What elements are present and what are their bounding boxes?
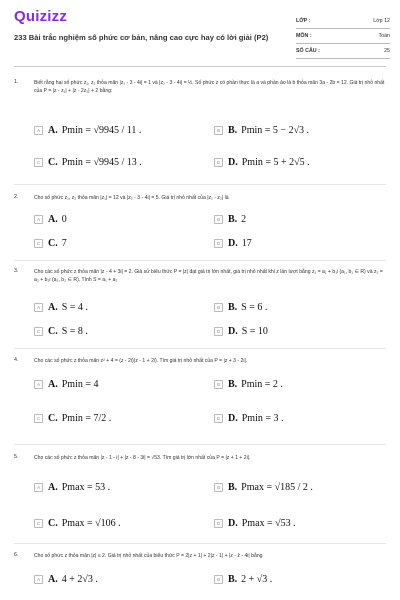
quizizz-logo: Quizizz (14, 8, 68, 25)
option-letter: B. (228, 482, 238, 493)
option-a[interactable] (34, 302, 88, 313)
meta-value: Lớp 12 (373, 18, 390, 24)
meta-row-subject (296, 29, 390, 44)
header-divider (14, 66, 386, 67)
meta-label: MÔN : (296, 33, 312, 39)
option-text: 7 (61, 238, 67, 249)
option-letter: B. (228, 214, 238, 225)
option-text: Pmin = 5 − 2√3 . (241, 125, 310, 136)
option-a[interactable] (34, 214, 67, 225)
question-separator (14, 543, 386, 544)
option-letter: D. (228, 413, 238, 424)
option-a[interactable] (34, 125, 141, 136)
option-a[interactable] (34, 574, 98, 585)
option-letter: D. (228, 518, 238, 529)
option-text: Pmin = 2 . (241, 379, 283, 390)
option-letter: D. (228, 238, 238, 249)
option-c[interactable] (34, 413, 111, 424)
option-b[interactable] (214, 214, 246, 225)
option-text: 17 (241, 238, 252, 249)
option-b[interactable] (214, 379, 283, 390)
meta-value: Toán (378, 33, 390, 39)
question-number: 3. (14, 268, 19, 274)
option-badge: B (214, 126, 223, 135)
option-text: Pmin = 7/2 . (61, 413, 112, 424)
document-header (0, 0, 400, 58)
question-separator (14, 348, 386, 349)
option-text: Pmin = 3 . (241, 413, 284, 424)
option-letter: B. (228, 125, 238, 136)
option-text: 4 + 2√3 . (61, 574, 98, 585)
option-badge: B (214, 215, 223, 224)
question-text: Cho các số phức z thỏa mãn |z - 1 - i| + |z - 8 - 3i| = √53. Tìm giá trị lớn nhất của P = |z + 1 + 2i|. (34, 455, 251, 461)
option-a[interactable] (34, 379, 99, 390)
option-letter: B. (228, 302, 238, 313)
option-text: Pmax = 53 . (61, 482, 111, 493)
option-badge: A (34, 126, 43, 135)
option-b[interactable] (214, 302, 267, 313)
option-letter: C. (48, 518, 58, 529)
option-letter: A. (48, 574, 58, 585)
option-b[interactable] (214, 482, 313, 493)
option-badge: A (34, 215, 43, 224)
option-letter: C. (48, 157, 58, 168)
question-number: 1. (14, 79, 19, 85)
option-letter: A. (48, 125, 58, 136)
option-text: Pmin = √9945 / 13 . (61, 157, 142, 168)
option-badge: B (214, 380, 223, 389)
option-letter: A. (48, 482, 58, 493)
question-separator (14, 184, 386, 185)
option-text: Pmin = 5 + 2√5 . (241, 157, 310, 168)
option-badge: D (214, 158, 223, 167)
question-number: 2. (14, 194, 19, 200)
question-separator (14, 260, 386, 261)
option-badge: A (34, 575, 43, 584)
option-d[interactable] (214, 326, 268, 337)
option-text: Pmax = √185 / 2 . (241, 482, 313, 493)
option-text: S = 10 (241, 326, 268, 337)
option-badge: B (214, 575, 223, 584)
option-text: 0 (61, 214, 67, 225)
option-letter: A. (48, 302, 58, 313)
option-badge: C (34, 519, 43, 528)
option-badge: A (34, 483, 43, 492)
option-text: Pmax = √53 . (241, 518, 296, 529)
option-badge: A (34, 380, 43, 389)
option-c[interactable] (34, 157, 142, 168)
document-title: 233 Bài trắc nghiệm số phức cơ bản, nâng cao cực hay có lời giải (P2) (14, 33, 269, 42)
option-text: S = 8 . (61, 326, 88, 337)
meta-row-grade (296, 14, 390, 29)
option-text: 2 + √3 . (241, 574, 273, 585)
option-badge: D (214, 519, 223, 528)
option-badge: C (34, 327, 43, 336)
meta-value: 25 (384, 48, 390, 54)
option-text: 2 (241, 214, 247, 225)
option-c[interactable] (34, 518, 121, 529)
meta-label: LỚP : (296, 18, 311, 24)
option-letter: A. (48, 379, 58, 390)
option-text: Pmin = 4 (61, 379, 99, 390)
option-badge: C (34, 414, 43, 423)
question-number: 6. (14, 552, 19, 558)
question-text: Biết rằng hai số phức z₁, z₂ thỏa mãn |z₁ - 3 - 4i| = 1 và |z₂ - 3 - 4i| = ½. Số phức z có phần thực là a và phần ảo là b thỏa mãn 3a - 2b = 12. Giá trị nhỏ nhất của P = |z - z₁| + |z - 2z₂| + 2 bằng: (34, 80, 385, 94)
option-badge: D (214, 327, 223, 336)
option-a[interactable] (34, 482, 110, 493)
option-letter: C. (48, 326, 58, 337)
option-badge: C (34, 158, 43, 167)
meta-table (296, 14, 390, 59)
option-c[interactable] (34, 238, 67, 249)
option-d[interactable] (214, 518, 296, 529)
option-badge: D (214, 239, 223, 248)
option-badge: B (214, 483, 223, 492)
option-letter: D. (228, 157, 238, 168)
option-d[interactable] (214, 238, 252, 249)
option-text: Pmin = √9945 / 11 . (61, 125, 142, 136)
option-letter: D. (228, 326, 238, 337)
option-letter: B. (228, 379, 238, 390)
question-text: Cho số phức z₁, z₂ thỏa mãn |z₁| = 12 và |z₂ - 3 - 4i| = 5. Giá trị nhỏ nhất của |z₁ - z₂| là (34, 195, 229, 201)
option-d[interactable] (214, 413, 284, 424)
option-b[interactable] (214, 574, 272, 585)
option-b[interactable] (214, 125, 309, 136)
option-c[interactable] (34, 326, 88, 337)
option-badge: A (34, 303, 43, 312)
option-letter: C. (48, 413, 58, 424)
option-letter: C. (48, 238, 58, 249)
meta-row-count (296, 44, 390, 59)
question-text: Cho các số phức z thỏa mãn z² + 4 = (z - 2i)(z - 1 + 2i). Tìm giá trị nhỏ nhất của P = |z + 3 - 2i|. (34, 358, 248, 364)
option-text: Pmax = √106 . (61, 518, 121, 529)
option-badge: D (214, 414, 223, 423)
question-separator (14, 444, 386, 445)
question-text: Cho số phức z thỏa mãn |z| ≤ 2. Giá trị nhỏ nhất của biểu thức P = 2|z + 1| + 2|z - 1| + |z - z̄ - 4i| bằng (34, 553, 263, 559)
question-text: Cho các số phức z thỏa mãn |z - 4 + 3i| = 2. Giả sử biểu thức P = |z| đạt giá trị lớn nhất, giá trị nhỏ nhất khi z lần lượt bằng z₁ = a₁ + b₁i (a₁, b₁ ∈ R) và z₂ = a₂ + b₂i (a₂, b₂ ∈ R). Tính S = a₁ + a₂ (34, 269, 383, 283)
option-badge: C (34, 239, 43, 248)
question-number: 4. (14, 357, 19, 363)
option-badge: B (214, 303, 223, 312)
option-text: S = 6 . (241, 302, 268, 313)
question-number: 5. (14, 454, 19, 460)
option-letter: A. (48, 214, 58, 225)
option-text: S = 4 . (61, 302, 88, 313)
meta-label: SỐ CÂU : (296, 48, 320, 54)
option-letter: B. (228, 574, 238, 585)
option-d[interactable] (214, 157, 310, 168)
